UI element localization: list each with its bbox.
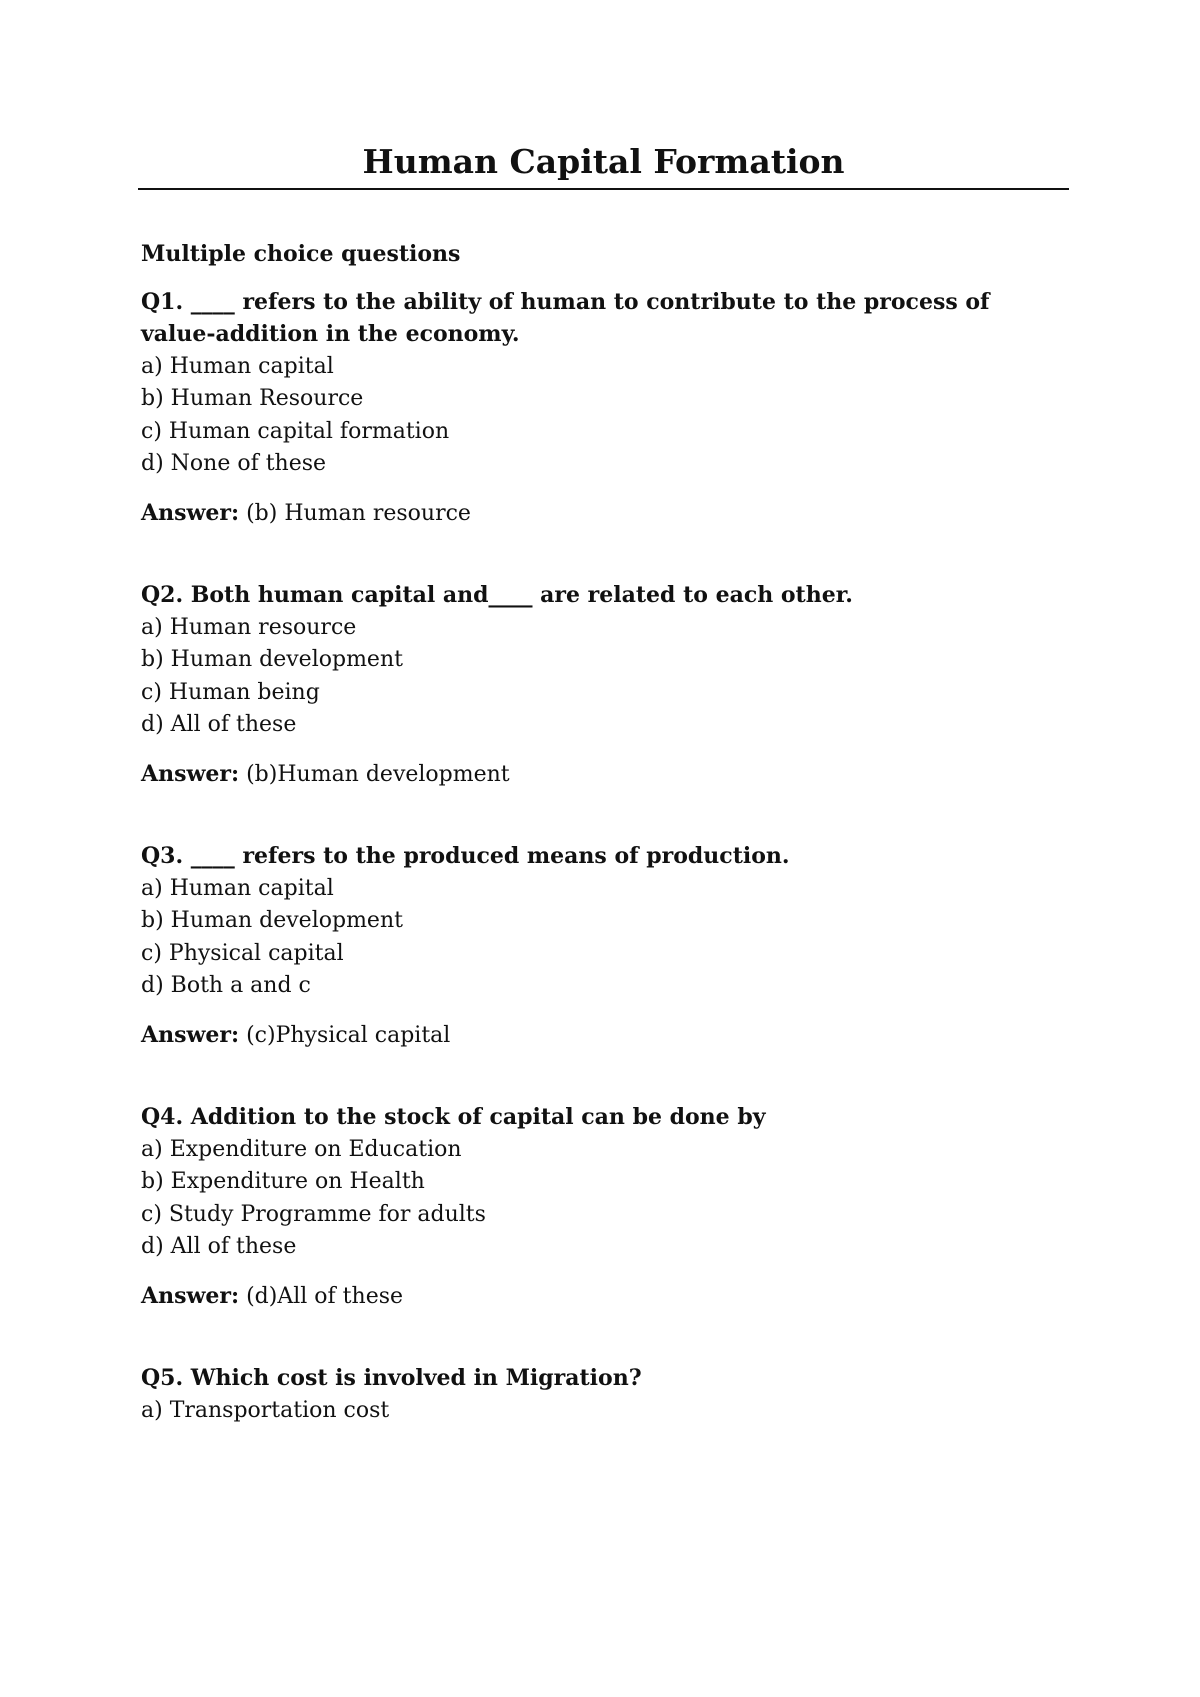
option-a: a) Human capital — [141, 353, 334, 379]
option-list — [141, 1395, 1061, 1428]
question-text: Q4. Addition to the stock of capital can be done by — [141, 1104, 766, 1130]
answer-value: (b) Human resource — [239, 500, 471, 526]
question-text: Q2. Both human capital and____ are related to each other. — [141, 582, 853, 608]
option-list — [141, 1134, 1061, 1264]
option-a: a) Human resource — [141, 614, 357, 640]
answer-value: (c)Physical capital — [239, 1022, 451, 1048]
question-text: Q5. Which cost is involved in Migration? — [141, 1365, 642, 1391]
option-b: b) Expenditure on Health — [141, 1169, 425, 1194]
option-c: c) Study Programme for adults — [141, 1201, 486, 1227]
option-a: a) Human capital — [141, 875, 334, 901]
answer-label: Answer: — [141, 1282, 240, 1309]
question-text: Q3. ____ refers to the produced means of production. — [141, 843, 790, 869]
question-1 — [141, 286, 1061, 531]
option-d: d) Both a and c — [141, 973, 311, 998]
question-text: Q1. ____ refers to the ability of human to contribute to the process of value-addition in the economy. — [141, 288, 990, 347]
option-b: b) Human Resource — [141, 386, 364, 411]
option-a: a) Expenditure on Education — [141, 1136, 462, 1162]
answer-line — [141, 758, 1061, 792]
option-list — [141, 873, 1061, 1003]
page-title: Human Capital Formation — [362, 142, 845, 181]
answer-label: Answer: — [141, 760, 240, 787]
option-b: b) Human development — [141, 647, 403, 672]
option-c: c) Human capital formation — [141, 418, 450, 444]
question-spacer — [141, 1313, 1061, 1362]
option-list — [141, 612, 1061, 742]
question-4 — [141, 1101, 1061, 1313]
title-underline — [138, 188, 1069, 190]
question-5 — [141, 1362, 1061, 1427]
option-b: b) Human development — [141, 908, 403, 933]
question-spacer — [141, 530, 1061, 579]
answer-line — [141, 497, 1061, 531]
option-d: d) All of these — [141, 1234, 297, 1259]
question-2 — [141, 579, 1061, 791]
answer-value: (d)All of these — [239, 1283, 404, 1309]
answer-value: (b)Human development — [239, 761, 510, 787]
answer-line — [141, 1019, 1061, 1053]
option-list — [141, 351, 1061, 481]
document-body — [141, 238, 1061, 1427]
option-a: a) Transportation cost — [141, 1397, 390, 1423]
answer-label: Answer: — [141, 1021, 240, 1048]
question-3 — [141, 840, 1061, 1052]
option-d: d) None of these — [141, 451, 327, 476]
option-c: c) Physical capital — [141, 940, 344, 966]
answer-line — [141, 1280, 1061, 1314]
question-spacer — [141, 1052, 1061, 1101]
question-spacer — [141, 791, 1061, 840]
section-heading: Multiple choice questions — [141, 241, 461, 267]
option-c: c) Human being — [141, 679, 320, 705]
option-d: d) All of these — [141, 712, 297, 737]
answer-label: Answer: — [141, 499, 240, 526]
